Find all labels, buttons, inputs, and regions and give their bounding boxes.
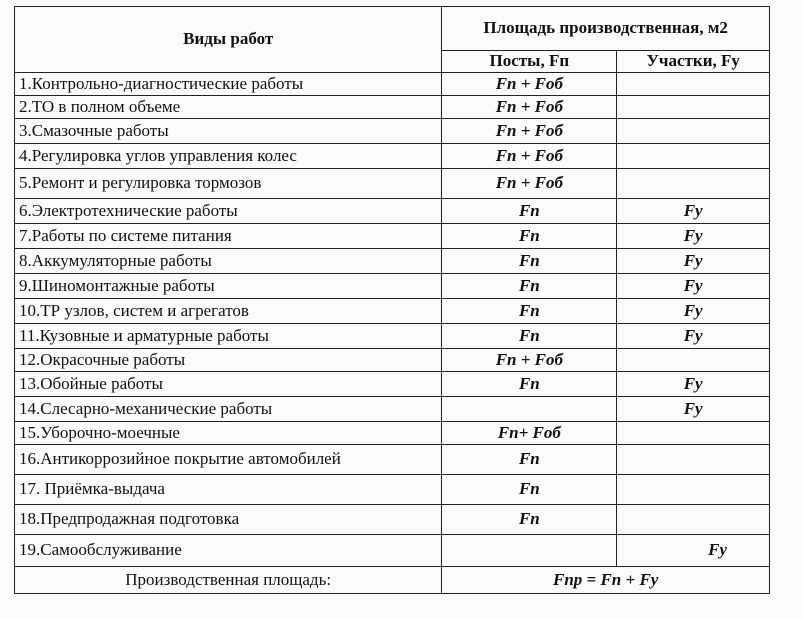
row-name: 18.Предпродажная подготовка [15,505,442,535]
row-name: 17. Приёмка-выдача [15,475,442,505]
row-sections: Fу [617,535,770,567]
row-sections: Fу [617,299,770,324]
row-sections: Fу [617,372,770,397]
row-sections [617,144,770,169]
row-posts: Fп [442,299,617,324]
row-name: 10.ТР узлов, систем и агрегатов [15,299,442,324]
table-row [15,249,770,274]
row-posts: Fп [442,274,617,299]
row-name: 4.Регулировка углов управления колес [15,144,442,169]
row-sections: Fу [617,397,770,422]
row-posts: Fп [442,199,617,224]
row-sections [617,422,770,445]
row-sections: Fу [617,224,770,249]
table-row [15,144,770,169]
row-name: 16.Антикоррозийное покрытие автомобилей [15,445,442,475]
header-works: Виды работ [15,7,442,73]
row-posts: Fп+ Fоб [442,422,617,445]
footer-label: Производственная площадь: [15,567,442,594]
table-row [15,324,770,349]
row-posts: Fп [442,249,617,274]
row-posts: Fп [442,372,617,397]
row-posts: Fп + Fоб [442,144,617,169]
production-area-table [14,6,770,594]
row-name: 11.Кузовные и арматурные работы [15,324,442,349]
row-name: 9.Шиномонтажные работы [15,274,442,299]
table-row [15,372,770,397]
row-sections [617,119,770,144]
table-row [15,397,770,422]
table-row [15,96,770,119]
row-sections [617,169,770,199]
footer-formula: Fпр = Fп + Fу [442,567,770,594]
row-sections [617,475,770,505]
table-row [15,274,770,299]
row-name: 19.Самообслуживание [15,535,442,567]
row-name: 7.Работы по системе питания [15,224,442,249]
table-row [15,475,770,505]
row-sections: Fу [617,199,770,224]
row-name: 12.Окрасочные работы [15,349,442,372]
row-posts: Fп + Fоб [442,169,617,199]
row-sections [617,96,770,119]
row-posts: Fп [442,505,617,535]
table-row [15,349,770,372]
table-row [15,299,770,324]
row-name: 15.Уборочно-моечные [15,422,442,445]
row-name: 5.Ремонт и регулировка тормозов [15,169,442,199]
table-row [15,505,770,535]
table-row [15,169,770,199]
row-name: 1.Контрольно-диагностические работы [15,73,442,96]
row-name: 13.Обойные работы [15,372,442,397]
row-posts: Fп [442,445,617,475]
row-sections [617,445,770,475]
row-posts: Fп + Fоб [442,349,617,372]
row-posts: Fп + Fоб [442,96,617,119]
table-row [15,73,770,96]
row-name: 8.Аккумуляторные работы [15,249,442,274]
footer-row [15,567,770,594]
row-sections [617,349,770,372]
row-posts [442,397,617,422]
table-row [15,119,770,144]
table-row [15,422,770,445]
table-row [15,199,770,224]
row-sections: Fу [617,274,770,299]
row-name: 2.ТО в полном объеме [15,96,442,119]
table-row [15,224,770,249]
row-posts: Fп [442,475,617,505]
header-area: Площадь производственная, м2 [442,7,770,51]
header-posts: Посты, Fп [442,51,617,73]
row-name: 3.Смазочные работы [15,119,442,144]
table-row [15,445,770,475]
row-sections: Fу [617,324,770,349]
table-body [15,73,770,567]
row-sections [617,505,770,535]
row-posts: Fп + Fоб [442,119,617,144]
table-row [15,535,770,567]
row-sections [617,73,770,96]
row-sections: Fу [617,249,770,274]
header-sections: Участки, Fу [617,51,770,73]
row-posts: Fп + Fоб [442,73,617,96]
row-posts [442,535,617,567]
row-posts: Fп [442,224,617,249]
row-posts: Fп [442,324,617,349]
row-name: 6.Электротехнические работы [15,199,442,224]
row-name: 14.Слесарно-механические работы [15,397,442,422]
